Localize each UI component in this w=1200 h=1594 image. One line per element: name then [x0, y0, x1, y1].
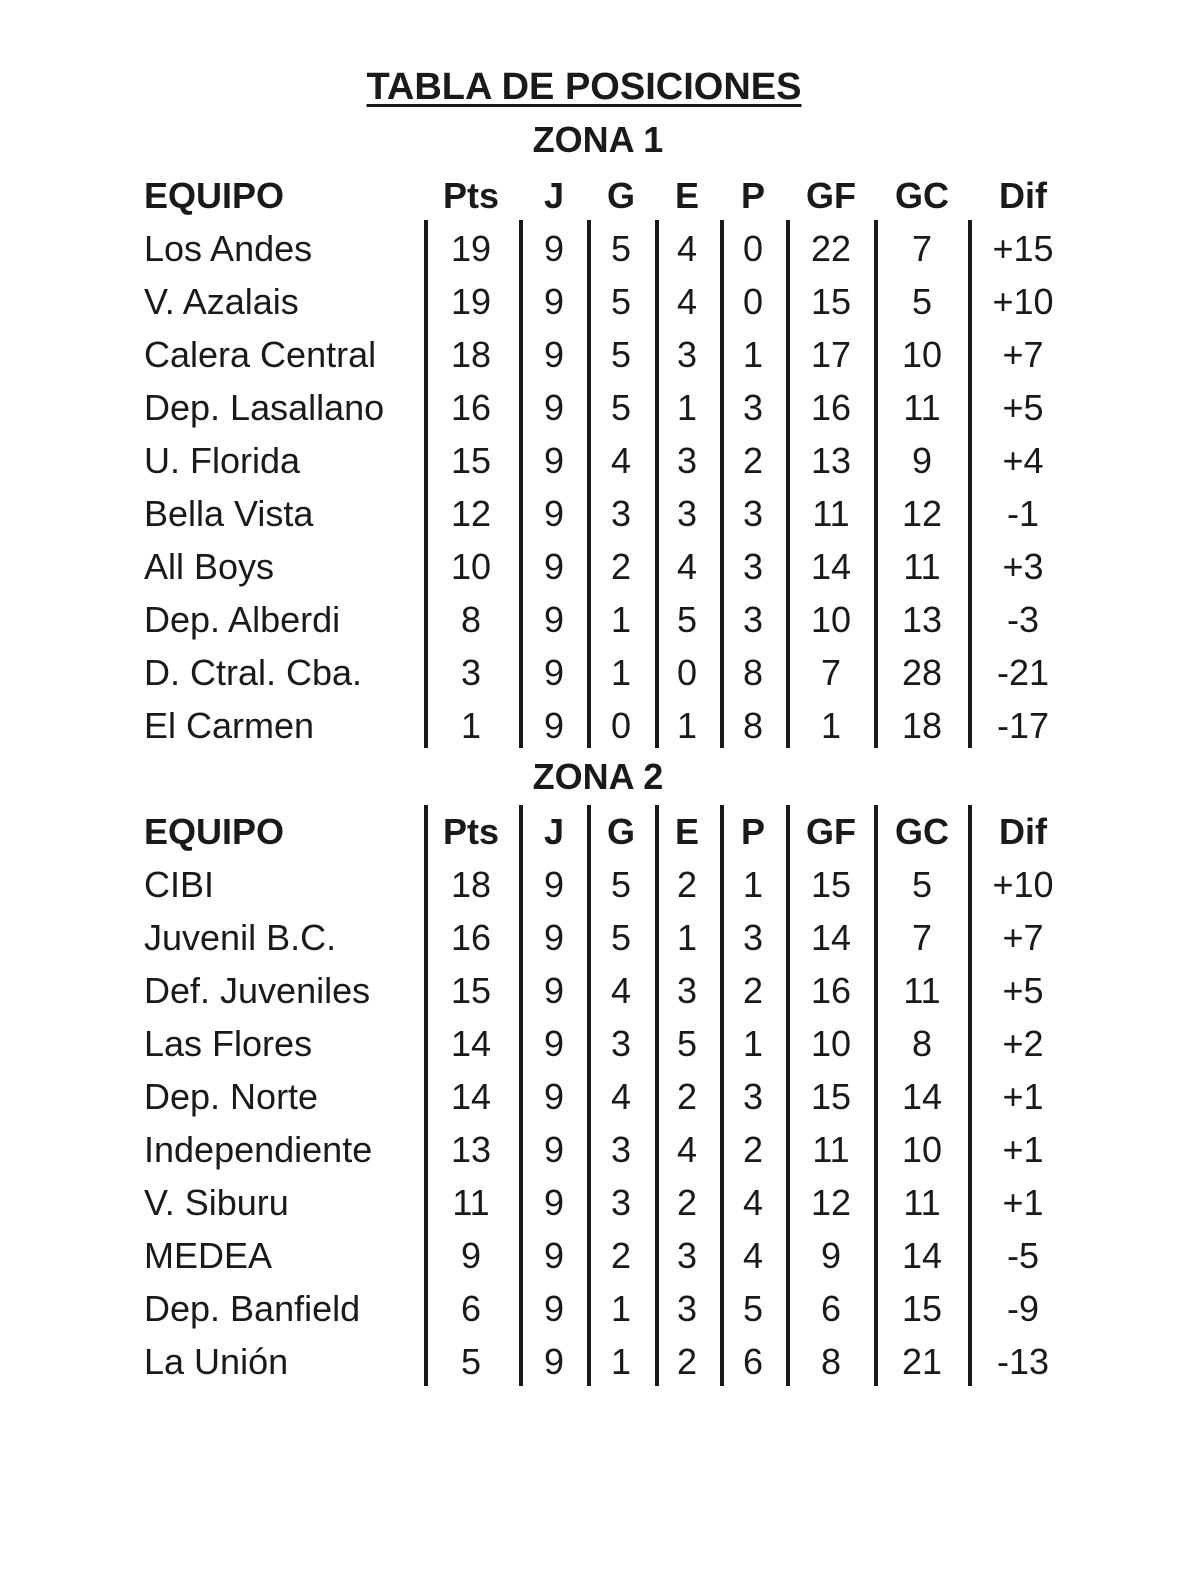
table-row: [0, 1123, 1200, 1176]
g-cell: 2: [610, 546, 632, 587]
column-header-e: E: [674, 811, 699, 852]
dif-cell: +2: [1002, 1023, 1044, 1064]
pts-cell: 12: [450, 493, 492, 534]
gf-cell: 7: [820, 652, 842, 693]
column-header-j: J: [543, 811, 565, 852]
pts-cell: 13: [450, 1129, 492, 1170]
pts-cell: 10: [450, 546, 492, 587]
gc-cell: 5: [911, 864, 933, 905]
p-cell: 3: [742, 493, 764, 534]
g-cell: 0: [610, 705, 632, 746]
p-cell: 8: [742, 652, 764, 693]
pts-cell: 18: [450, 864, 492, 905]
pts-cell: 18: [450, 334, 492, 375]
dif-cell: -3: [1006, 599, 1039, 640]
gc-cell: 9: [911, 440, 933, 481]
e-cell: 2: [676, 1341, 698, 1382]
j-cell: 9: [543, 546, 565, 587]
table-row: [0, 222, 1200, 275]
gf-cell: 11: [812, 1129, 850, 1170]
dif-cell: -13: [996, 1341, 1050, 1382]
e-cell: 0: [676, 652, 698, 693]
g-cell: 5: [610, 334, 632, 375]
pts-cell: 3: [460, 652, 482, 693]
column-divider: [655, 220, 659, 748]
j-cell: 9: [543, 864, 565, 905]
gc-cell: 12: [901, 493, 943, 534]
pts-cell: 5: [460, 1341, 482, 1382]
p-cell: 2: [742, 970, 764, 1011]
g-cell: 5: [610, 917, 632, 958]
page-title-text: TABLA DE POSICIONES: [366, 66, 802, 108]
column-header-pts: Pts: [442, 811, 500, 852]
dif-cell: +7: [1002, 917, 1044, 958]
gc-cell: 10: [901, 334, 943, 375]
e-cell: 1: [676, 705, 698, 746]
p-cell: 2: [742, 1129, 764, 1170]
e-cell: 3: [676, 493, 698, 534]
p-cell: 3: [742, 546, 764, 587]
dif-cell: +15: [992, 228, 1054, 269]
g-cell: 2: [610, 1235, 632, 1276]
pts-cell: 1: [460, 705, 482, 746]
column-divider: [786, 805, 790, 1386]
table-row: [0, 434, 1200, 487]
gc-cell: 28: [901, 652, 943, 693]
j-cell: 9: [543, 1182, 565, 1223]
gc-cell: 5: [911, 281, 933, 322]
g-cell: 4: [610, 440, 632, 481]
team-name-cell: Independiente: [144, 1129, 373, 1170]
j-cell: 9: [543, 705, 565, 746]
column-divider: [968, 220, 972, 748]
table-row: [0, 964, 1200, 1017]
e-cell: 4: [676, 1129, 698, 1170]
p-cell: 0: [742, 228, 764, 269]
gf-cell: 12: [810, 1182, 852, 1223]
p-cell: 1: [742, 334, 764, 375]
p-cell: 3: [742, 387, 764, 428]
pts-cell: 16: [450, 387, 492, 428]
e-cell: 3: [676, 1235, 698, 1276]
pts-cell: 19: [450, 228, 492, 269]
column-header-dif: Dif: [999, 175, 1047, 216]
table-row: [0, 1070, 1200, 1123]
column-divider: [519, 220, 523, 748]
team-name-cell: Dep. Banfield: [144, 1288, 361, 1329]
j-cell: 9: [543, 1288, 565, 1329]
pts-cell: 8: [460, 599, 482, 640]
gc-cell: 18: [901, 705, 943, 746]
gc-cell: 21: [901, 1341, 943, 1382]
gf-cell: 15: [810, 1076, 852, 1117]
pts-cell: 9: [460, 1235, 482, 1276]
gc-cell: 11: [903, 970, 941, 1011]
column-header-pts: Pts: [442, 175, 500, 216]
gf-cell: 6: [820, 1288, 842, 1329]
p-cell: 8: [742, 705, 764, 746]
gc-cell: 15: [901, 1288, 943, 1329]
e-cell: 3: [676, 1288, 698, 1329]
dif-cell: +1: [1002, 1076, 1044, 1117]
table-row: [0, 381, 1200, 434]
team-name-cell: Dep. Norte: [144, 1076, 319, 1117]
gc-cell: 8: [911, 1023, 933, 1064]
column-header-j: J: [543, 175, 565, 216]
table-row: [0, 487, 1200, 540]
pts-cell: 11: [452, 1182, 490, 1223]
gc-cell: 7: [911, 228, 933, 269]
gf-cell: 15: [810, 281, 852, 322]
dif-cell: -9: [1006, 1288, 1039, 1329]
dif-cell: +1: [1002, 1182, 1044, 1223]
j-cell: 9: [543, 440, 565, 481]
dif-cell: +1: [1002, 1129, 1044, 1170]
gf-cell: 15: [810, 864, 852, 905]
team-name-cell: Las Flores: [144, 1023, 313, 1064]
pts-cell: 14: [450, 1023, 492, 1064]
gf-cell: 10: [810, 1023, 852, 1064]
column-header-dif: Dif: [999, 811, 1047, 852]
column-header-g: G: [606, 811, 635, 852]
column-divider: [874, 805, 878, 1386]
column-header-gc: GC: [895, 175, 949, 216]
e-cell: 5: [676, 599, 698, 640]
table-header-row: [0, 169, 1200, 222]
e-cell: 3: [676, 970, 698, 1011]
column-header-team: EQUIPO: [144, 175, 285, 216]
gf-cell: 13: [810, 440, 852, 481]
team-name-cell: V. Azalais: [144, 281, 299, 322]
column-divider: [968, 805, 972, 1386]
p-cell: 2: [742, 440, 764, 481]
zone-2-title: ZONA 2: [532, 756, 664, 797]
column-divider: [720, 805, 724, 1386]
column-divider: [874, 220, 878, 748]
team-name-cell: Bella Vista: [144, 493, 314, 534]
j-cell: 9: [543, 1235, 565, 1276]
column-divider: [424, 805, 428, 1386]
pts-cell: 14: [450, 1076, 492, 1117]
j-cell: 9: [543, 228, 565, 269]
table-row: [0, 858, 1200, 911]
team-name-cell: Dep. Alberdi: [144, 599, 341, 640]
dif-cell: +10: [992, 281, 1054, 322]
team-name-cell: La Unión: [144, 1341, 289, 1382]
g-cell: 4: [610, 1076, 632, 1117]
e-cell: 1: [676, 387, 698, 428]
column-divider: [786, 220, 790, 748]
table-row: [0, 1017, 1200, 1070]
p-cell: 4: [742, 1235, 764, 1276]
j-cell: 9: [543, 281, 565, 322]
j-cell: 9: [543, 652, 565, 693]
gf-cell: 16: [810, 970, 852, 1011]
pts-cell: 15: [450, 970, 492, 1011]
j-cell: 9: [543, 1129, 565, 1170]
g-cell: 1: [610, 652, 632, 693]
g-cell: 3: [610, 1129, 632, 1170]
gf-cell: 22: [810, 228, 852, 269]
gc-cell: 7: [911, 917, 933, 958]
g-cell: 5: [610, 387, 632, 428]
pts-cell: 16: [450, 917, 492, 958]
column-header-team: EQUIPO: [144, 811, 285, 852]
team-name-cell: Calera Central: [144, 334, 377, 375]
g-cell: 3: [610, 1023, 632, 1064]
gc-cell: 14: [901, 1235, 943, 1276]
table-row: [0, 1282, 1200, 1335]
j-cell: 9: [543, 599, 565, 640]
team-name-cell: U. Florida: [144, 440, 301, 481]
pts-cell: 19: [450, 281, 492, 322]
p-cell: 6: [742, 1341, 764, 1382]
j-cell: 9: [543, 387, 565, 428]
e-cell: 3: [676, 334, 698, 375]
zone-1-title: ZONA 1: [532, 119, 664, 160]
dif-cell: +5: [1002, 387, 1044, 428]
j-cell: 9: [543, 1023, 565, 1064]
p-cell: 3: [742, 599, 764, 640]
gf-cell: 10: [810, 599, 852, 640]
gf-cell: 1: [820, 705, 842, 746]
g-cell: 5: [610, 281, 632, 322]
e-cell: 2: [676, 864, 698, 905]
column-header-gc: GC: [895, 811, 949, 852]
table-row: [0, 328, 1200, 381]
gf-cell: 14: [810, 546, 852, 587]
gc-cell: 14: [901, 1076, 943, 1117]
p-cell: 0: [742, 281, 764, 322]
column-header-g: G: [606, 175, 635, 216]
p-cell: 3: [742, 1076, 764, 1117]
team-name-cell: MEDEA: [144, 1235, 273, 1276]
team-name-cell: CIBI: [144, 864, 215, 905]
g-cell: 3: [610, 1182, 632, 1223]
j-cell: 9: [543, 917, 565, 958]
p-cell: 4: [742, 1182, 764, 1223]
e-cell: 4: [676, 281, 698, 322]
gc-cell: 10: [901, 1129, 943, 1170]
column-header-p: P: [740, 811, 765, 852]
gf-cell: 11: [812, 493, 850, 534]
dif-cell: +5: [1002, 970, 1044, 1011]
gf-cell: 14: [810, 917, 852, 958]
g-cell: 1: [610, 599, 632, 640]
dif-cell: +3: [1002, 546, 1044, 587]
g-cell: 5: [610, 228, 632, 269]
table-row: [0, 593, 1200, 646]
dif-cell: +7: [1002, 334, 1044, 375]
pts-cell: 15: [450, 440, 492, 481]
page-title: [0, 64, 1168, 110]
e-cell: 4: [676, 228, 698, 269]
dif-cell: +10: [992, 864, 1054, 905]
team-name-cell: Def. Juveniles: [144, 970, 371, 1011]
column-header-gf: GF: [806, 811, 856, 852]
dif-cell: -5: [1006, 1235, 1039, 1276]
g-cell: 1: [610, 1341, 632, 1382]
p-cell: 3: [742, 917, 764, 958]
column-divider: [720, 220, 724, 748]
table-row: [0, 1229, 1200, 1282]
g-cell: 3: [610, 493, 632, 534]
table-row: [0, 1176, 1200, 1229]
team-name-cell: Los Andes: [144, 228, 313, 269]
table-row: [0, 646, 1200, 699]
j-cell: 9: [543, 970, 565, 1011]
column-header-gf: GF: [806, 175, 856, 216]
team-name-cell: D. Ctral. Cba.: [144, 652, 363, 693]
gc-cell: 11: [903, 546, 941, 587]
dif-cell: -1: [1006, 493, 1039, 534]
team-name-cell: All Boys: [144, 546, 275, 587]
e-cell: 3: [676, 440, 698, 481]
table-row: [0, 911, 1200, 964]
team-name-cell: Juvenil B.C.: [144, 917, 337, 958]
gf-cell: 9: [820, 1235, 842, 1276]
gc-cell: 11: [903, 1182, 941, 1223]
table-row: [0, 275, 1200, 328]
team-name-cell: Dep. Lasallano: [144, 387, 385, 428]
e-cell: 2: [676, 1182, 698, 1223]
gf-cell: 8: [820, 1341, 842, 1382]
table-row: [0, 699, 1200, 752]
dif-cell: +4: [1002, 440, 1044, 481]
column-divider: [587, 220, 591, 748]
pts-cell: 6: [460, 1288, 482, 1329]
j-cell: 9: [543, 1341, 565, 1382]
team-name-cell: El Carmen: [144, 705, 315, 746]
gf-cell: 16: [810, 387, 852, 428]
g-cell: 5: [610, 864, 632, 905]
p-cell: 5: [742, 1288, 764, 1329]
column-header-e: E: [674, 175, 699, 216]
gf-cell: 17: [810, 334, 852, 375]
column-header-p: P: [740, 175, 765, 216]
e-cell: 1: [676, 917, 698, 958]
dif-cell: -21: [996, 652, 1050, 693]
gc-cell: 13: [901, 599, 943, 640]
g-cell: 4: [610, 970, 632, 1011]
e-cell: 5: [676, 1023, 698, 1064]
table-row: [0, 1335, 1200, 1388]
e-cell: 4: [676, 546, 698, 587]
gc-cell: 11: [903, 387, 941, 428]
column-divider: [587, 805, 591, 1386]
table-row: [0, 540, 1200, 593]
dif-cell: -17: [996, 705, 1050, 746]
column-divider: [519, 805, 523, 1386]
g-cell: 1: [610, 1288, 632, 1329]
j-cell: 9: [543, 334, 565, 375]
table-header-row: [0, 805, 1200, 858]
team-name-cell: V. Siburu: [144, 1182, 289, 1223]
column-divider: [424, 220, 428, 748]
j-cell: 9: [543, 1076, 565, 1117]
column-divider: [655, 805, 659, 1386]
p-cell: 1: [742, 1023, 764, 1064]
p-cell: 1: [742, 864, 764, 905]
j-cell: 9: [543, 493, 565, 534]
e-cell: 2: [676, 1076, 698, 1117]
